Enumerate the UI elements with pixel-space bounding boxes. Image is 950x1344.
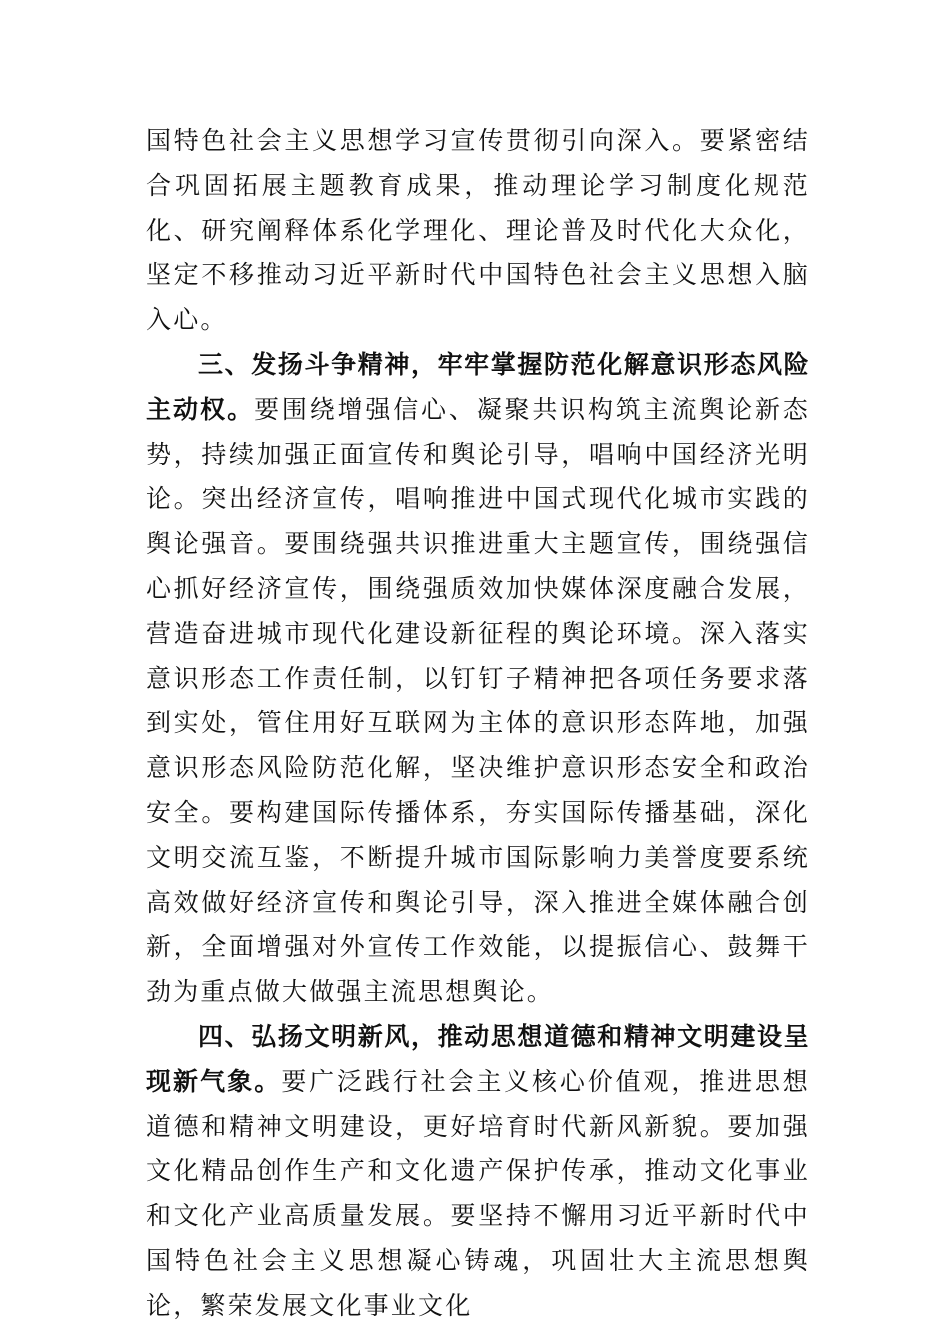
paragraph-body: 国特色社会主义思想学习宣传贯彻引向深入。要紧密结合巩固拓展主题教育成果，推动理论学习制度化规范化、研究阐释体系化学理化、理论普及时代化大众化，坚定不移推动习近平新时代中国特色社会主义思想入脑入心。 bbox=[146, 126, 810, 335]
paragraph-continuation bbox=[146, 119, 810, 343]
paragraph-section-four bbox=[146, 1015, 810, 1329]
paragraph-body: 要围绕增强信心、凝聚共识构筑主流舆论新态势，持续加强正面宣传和舆论引导，唱响中国经济光明论。突出经济宣传，唱响推进中国式现代化城市实践的舆论强音。要围绕强共识推进重大主题宣传，围绕强信心抓好经济宣传，围绕强质效加快媒体深度融合发展，营造奋进城市现代化建设新征程的舆论环境。深入落实意识形态工作责任制，以钉钉子精神把各项任务要求落到实处，管住用好互联网为主体的意识形态阵地，加强意识形态风险防范化解，坚决维护意识形态安全和政治安全。要构建国际传播体系，夯实国际传播基础，深化文明交流互鉴，不断提升城市国际影响力美誉度要系统高效做好经济宣传和舆论引导，深入推进全媒体融合创新，全面增强对外宣传工作效能，以提振信心、鼓舞干劲为重点做大做强主流思想舆论。 bbox=[146, 394, 810, 1007]
document-body bbox=[146, 119, 810, 1329]
paragraph-section-three bbox=[146, 343, 810, 1015]
section-heading: 三、发扬斗争精神，牢牢掌握防范化解意识形态风险主动权。 bbox=[146, 349, 810, 424]
section-heading: 四、弘扬文明新风，推动思想道德和精神文明建设呈现新气象。 bbox=[146, 1021, 810, 1096]
paragraph-body: 要广泛践行社会主义核心价值观，推进思想道德和精神文明建设，更好培育时代新风新貌。要加强文化精品创作生产和文化遗产保护传承，推动文化事业和文化产业高质量发展。要坚持不懈用习近平新时代中国特色社会主义思想凝心铸魂，巩固壮大主流思想舆论，繁荣发展文化事业文化 bbox=[146, 1066, 810, 1320]
